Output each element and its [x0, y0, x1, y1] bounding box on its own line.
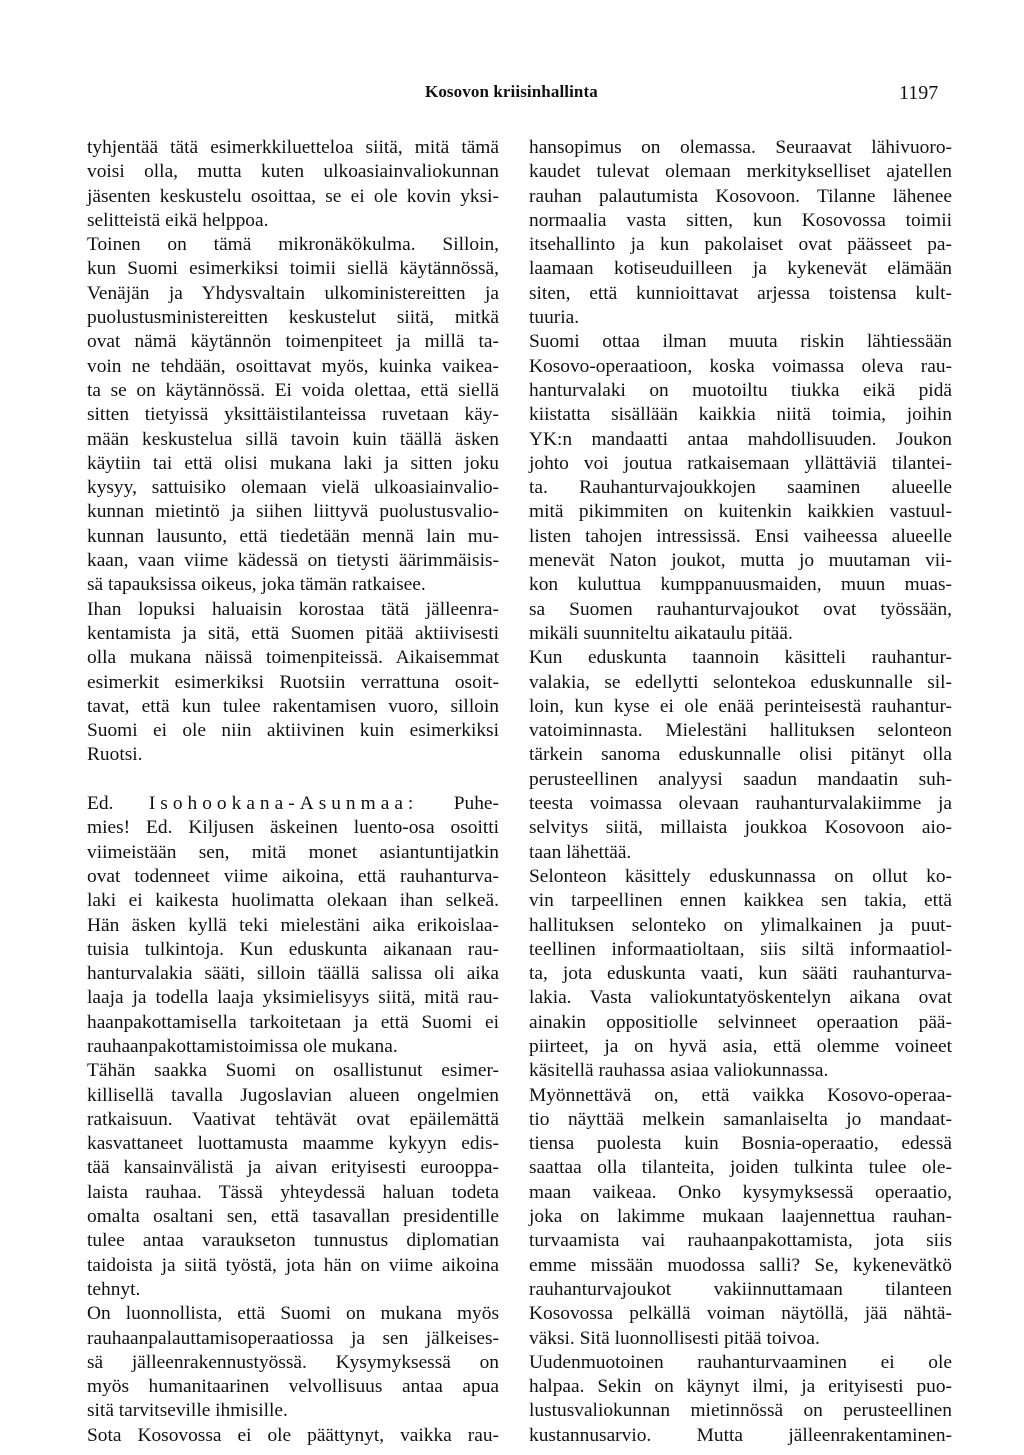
text-line: kustannusarvio. Mutta jälleenrakentaminen- [529, 1424, 952, 1446]
text-line: väksi. Sitä luonnollisesti pitää toivoa. [529, 1327, 820, 1349]
page-header [0, 82, 1024, 112]
text-line: teesta voimassa olevaan rauhanturvalakiimme ja [529, 793, 952, 815]
text-line: Tähän saakka Suomi on osallistunut esimer- [87, 1060, 499, 1082]
speaker-name: Isohookana-Asunmaa: [148, 793, 419, 815]
page-number: 1197 [899, 82, 939, 104]
text-line: tavat, että kun tulee rakentamisen vuoro, silloin [87, 695, 499, 717]
text-line: Toinen on tämä mikronäkökulma. Silloin, [87, 234, 499, 256]
text-line: Kosovossa pelkällä voiman näytöllä, jää nähtä- [529, 1303, 952, 1325]
text-line: mään keskustelua sillä tavoin kuin täällä äsken [87, 428, 499, 450]
text-line: hansopimus on olemassa. Seuraavat lähivuoro- [529, 137, 952, 158]
text-line: emme missään muodossa salli? Se, kykenevätkö [529, 1254, 952, 1276]
text-line: rauhaanpakottamistoimissa ole mukana. [87, 1035, 398, 1057]
text-line: Myönnettävä on, että vaikka Kosovo-operaa- [529, 1084, 952, 1106]
text-line: lakia. Vasta valiokuntatyöskentelyn aikana ovat [529, 987, 952, 1009]
text-line: käytiin tai että olisi mukana laki ja sitten joku [87, 452, 499, 474]
text-line: On luonnollista, että Suomi on mukana myös [87, 1303, 499, 1325]
text-line: voisi olla, mutta kuten ulkoasiainvaliokunnan [87, 161, 499, 183]
text-line: Suomi ei ole niin aktiivinen kuin esimerkiksi [87, 720, 499, 742]
text-line: piirteet, ja on hyvä asia, että olemme voineet [529, 1035, 952, 1057]
text-line: tulee antaa varaukseton tunnustus diplomatian [87, 1230, 499, 1252]
text-line: ainakin oppositiolle selvinneet operaation pää- [529, 1011, 952, 1033]
text-line: voin ne tehdään, osoittavat myös, kuinka vaikea- [87, 355, 499, 377]
text-line: listen tahojen intressissä. Ensi vaiheessa alueelle [529, 525, 952, 547]
text-line: kunnan mietintö ja siihen liittyvä puolustusvalio- [87, 501, 499, 523]
text-line: olla mukana näissä toimenpiteissä. Aikaisemmat [87, 647, 499, 669]
running-title: Kosovon kriisinhallinta [425, 82, 598, 101]
text-line: tää kansainvälistä ja aivan erityisesti eurooppa- [87, 1157, 499, 1179]
text-line: valakia, se edellytti selontekoa eduskunnalle sil- [529, 671, 952, 693]
text-line: maan vaikeaa. Onko kysymyksessä operaatio, [529, 1181, 952, 1203]
text-line: Kosovo-operaatioon, koska voimassa oleva rau- [529, 355, 952, 377]
text-line: normaalia vasta sitten, kun Kosovossa toimii [529, 209, 952, 231]
text-line: tyhjentää tätä esimerkkiluetteloa siitä, mitä tämä [87, 137, 499, 158]
text-line: kaudet tulevat olemaan merkitykselliset ajatellen [529, 161, 952, 183]
text-line: killisellä tavalla Jugoslavian alueen ongelmien [87, 1084, 499, 1106]
text-line: Hän äsken kyllä teki mielestäni aika erikoislaa- [87, 914, 499, 936]
text-line: sä jälleenrakennustyössä. Kysymyksessä on [87, 1351, 499, 1373]
text-line: selitteistä eikä helppoa. [87, 209, 269, 231]
text-line: loin, kun kyse ei ole enää perinteisestä rauhantur- [529, 695, 952, 717]
text-line: Venäjän ja Yhdysvaltain ulkoministereitten ja [87, 282, 499, 304]
text-line: rauhan palautumista Kosovoon. Tilanne lähenee [529, 185, 952, 207]
text-line: tuisia tulkintoja. Kun eduskunta aikanaan rau- [87, 938, 499, 960]
text-line: kasvattaneet luottamusta maamme kykyyn edis- [87, 1133, 499, 1155]
text-line: kiistatta sisällään kaikkia niitä toimia, joihin [529, 404, 952, 426]
text-line: kunnan lausunto, että tiedetään mennä lain mu- [87, 525, 499, 547]
text-line: johto voi joutua ratkaisemaan yllättäviä tilantei- [529, 452, 952, 474]
text-line: perusteellinen analyysi saadun mandaatin suh- [529, 768, 952, 790]
text-line: teellinen informaatioltaan, siis siltä informaatiol- [529, 938, 952, 960]
text-line: ta se on käytännössä. Ei voida olettaa, että siellä [87, 379, 499, 401]
text-line: jäsenten keskustelu osoittaa, se ei ole kovin yksi- [87, 185, 499, 207]
paragraph-gap [87, 768, 499, 792]
text-line: ratkaisuun. Vaativat tehtävät ovat epäilemättä [87, 1108, 499, 1130]
text-line: laamaan kotiseuduilleen ja kykenevät elämään [529, 258, 952, 280]
text-line: haanpakottamisella tarkoitetaan ja että Suomi ei [87, 1011, 499, 1033]
text-line: ta, jota eduskunta vaati, kun sääti rauhanturva- [529, 963, 952, 985]
text-line: tio näyttää melkein samanlaiselta jo mandaat- [529, 1108, 952, 1130]
text-line: mitä pikimmiten on kuitenkin kaikkien vastuul- [529, 501, 952, 523]
right-column [529, 136, 952, 1448]
text-line: sitä tarvitseville ihmisille. [87, 1400, 288, 1422]
text-line: Ruotsi. [87, 744, 143, 766]
text-line: mies! Ed. Kiljusen äskeinen luento-osa osoitti [87, 817, 499, 839]
text-line: vatoiminnasta. Mielestäni hallituksen selonteon [529, 720, 952, 742]
text-line: saattaa olla tilanteita, joiden tulkinta tulee ole- [529, 1157, 952, 1179]
text-line: kentamista ja sitä, että Suomen pitää aktiivisesti [87, 622, 499, 644]
text-line: sa Suomen rauhanturvajoukot ovat työssään, [529, 598, 952, 620]
text-line: Kun eduskunta taannoin käsitteli rauhantur- [529, 647, 952, 669]
text-line: turvaamista vai rauhaanpakottamista, jota siis [529, 1230, 952, 1252]
text-line: sä tapauksissa oikeus, joka tämän ratkaisee. [87, 574, 426, 596]
text-line: käsitellä rauhassa asiaa valiokunnassa. [529, 1060, 829, 1082]
text-line: omalta osaltani sen, että tasavallan presidentille [87, 1206, 499, 1228]
text-line: tiensa puolesta kuin Bosnia-operaatio, edessä [529, 1133, 952, 1155]
text-line: kun Suomi esimerkiksi toimii siellä käytännössä, [87, 258, 499, 280]
text-line: laista rauhaa. Tässä yhteydessä haluan todeta [87, 1181, 499, 1203]
text-line: ta. Rauhanturvajoukkojen saaminen alueelle [529, 477, 952, 499]
text-line: sitten tietyissä yksittäistilanteissa ruvetaan käy- [87, 404, 499, 426]
speaker-line: Ed. Isohookana-Asunmaa: Puhe- [87, 793, 499, 815]
text-line: viimeistään sen, mitä monet asiantuntijatkin [87, 841, 499, 863]
text-line: Sota Kosovossa ei ole päättynyt, vaikka rau- [87, 1424, 499, 1446]
text-line: tuuria. [529, 307, 580, 329]
text-line: mikäli suunniteltu aikataulu pitää. [529, 622, 793, 644]
text-line: puolustusministereitten keskustelut siitä, mitkä [87, 307, 499, 329]
text-line: hanturvalakia sääti, silloin täällä salissa oli aika [87, 963, 499, 985]
text-line: ovat nämä käytännön toimenpiteet ja millä ta- [87, 331, 499, 353]
text-line: vin tarpeellinen ennen kaikkea sen takia, että [529, 890, 952, 912]
text-line: joka on lakimme mukaan laajennettua rauhan- [529, 1206, 952, 1228]
text-line: YK:n mandaatti antaa mahdollisuuden. Joukon [529, 428, 952, 450]
text-line: rauhaanpalauttamisoperaatiossa ja sen jälkeises- [87, 1327, 499, 1349]
text-line: Ihan lopuksi haluaisin korostaa tätä jälleenra- [87, 598, 499, 620]
text-line: kon kuluttua kumppanuusmaiden, muun muas- [529, 574, 952, 596]
text-line: halpaa. Sekin on käynyt ilmi, ja erityisesti puo- [529, 1376, 952, 1398]
text-line: myös humanitaarinen velvollisuus antaa apua [87, 1376, 499, 1398]
text-line: Suomi ottaa ilman muuta riskin lähtiessään [529, 331, 952, 353]
text-line: menevät Naton joukot, mutta jo muutaman vii- [529, 550, 952, 572]
text-line: Uudenmuotoinen rauhanturvaaminen ei ole [529, 1351, 952, 1373]
text-line: selvitys siitä, millaista joukkoa Kosovoon aio- [529, 817, 952, 839]
left-column [87, 136, 499, 1448]
text-line: tehnyt. [87, 1278, 141, 1300]
text-line: laaja ja todella laaja yksimielisyys siitä, mitä rau- [87, 987, 499, 1009]
text-line: hallituksen selonteko on ylimalkainen ja puut- [529, 914, 952, 936]
text-line: rauhanturvajoukot vakiinnuttamaan tilanteen [529, 1278, 952, 1300]
text-line: taidoista ja siitä työstä, jota hän on viime aikoina [87, 1254, 499, 1276]
text-line: ovat todenneet viime aikoina, että rauhanturva- [87, 865, 499, 887]
text-line: taan lähettää. [529, 841, 632, 863]
text-line: hanturvalaki on muotoiltu tiukka eikä pidä [529, 379, 952, 401]
text-line: itsehallinto ja kun pakolaiset ovat päässeet pa- [529, 234, 952, 256]
text-line: kysyy, sattuisiko olemaan vielä ulkoasiainvalio- [87, 477, 499, 499]
text-line: laki ei kaikesta huolimatta olekaan ihan selkeä. [87, 890, 499, 912]
text-line: esimerkit esimerkiksi Ruotsiin verrattuna osoit- [87, 671, 499, 693]
text-line: kaan, vaan viime kädessä on tietysti äärimmäisis- [87, 550, 499, 572]
text-line: Selonteon käsittely eduskunnassa on ollut ko- [529, 865, 952, 887]
text-line: tärkein sanoma eduskunnalle olisi pitänyt olla [529, 744, 952, 766]
text-line: siten, että kunnioittavat arjessa toistensa kult- [529, 282, 952, 304]
text-line: lustusvaliokunnan mietinnössä on perusteellinen [529, 1400, 952, 1422]
